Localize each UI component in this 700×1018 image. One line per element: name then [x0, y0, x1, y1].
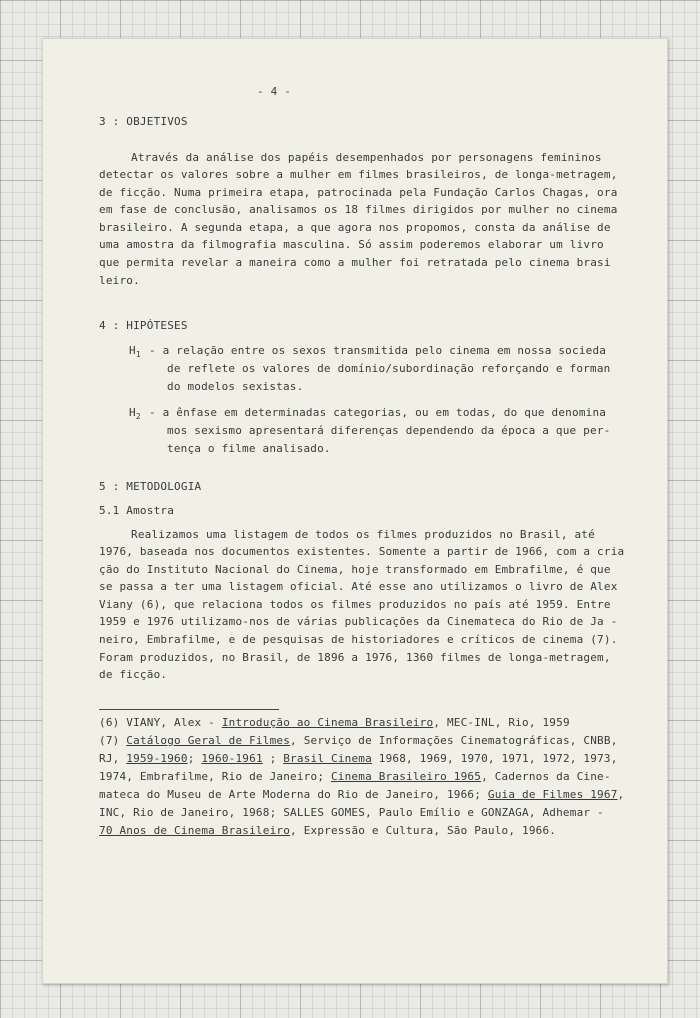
hypothesis-line: tença o filme analisado. [167, 442, 331, 455]
footnote-7-line: RJ, 1959-1960; 1960-1961 ; Brasil Cinema 1968, 1969, 1970, 1971, 1972, 1973, [99, 752, 618, 765]
document-page [42, 38, 668, 984]
footnote-6: (6) VIANY, Alex - Introdução ao Cinema Brasileiro, MEC-INL, Rio, 1959 [99, 716, 570, 729]
subsection-heading-amostra [99, 504, 174, 517]
hypothesis-line: - a relação entre os sexos transmitida pelo cinema em nossa socieda [149, 344, 607, 357]
paragraph-line: em fase de conclusão, analisamos os 18 filmes dirigidos por mulher no cinema [99, 203, 618, 216]
hypothesis-line: - a ênfase em determinadas categorias, ou em todas, do que denomina [149, 406, 607, 419]
paragraph-line: Através da análise dos papéis desempenhados por personagens femininos [131, 151, 602, 164]
footnote-7-line: (7) Catálogo Geral de Filmes, Serviço de Informações Cinematográficas, CNBB, [99, 734, 618, 747]
paragraph-line: Realizamos uma listagem de todos os filmes produzidos no Brasil, até [131, 528, 595, 541]
footnote-7-line: 70 Anos de Cinema Brasileiro, Expressão e Cultura, São Paulo, 1966. [99, 824, 557, 837]
hypothesis-line: de reflete os valores de domínio/subordinação reforçando e forman [167, 362, 611, 375]
section-heading-objetivos: 3 : OBJETIVOS [99, 115, 188, 128]
paragraph-line: Viany (6), que relaciona todos os filmes produzidos no país até 1959. Entre [99, 598, 611, 611]
hypothesis-line: mos sexismo apresentará diferenças dependendo da época a que per- [167, 424, 611, 437]
section-heading-metodologia: 5 : METODOLOGIA [99, 480, 202, 493]
paragraph-line: Foram produzidos, no Brasil, de 1896 a 1976, 1360 filmes de longa-metragem, [99, 651, 611, 664]
paragraph-line: neiro, Embrafilme, e de pesquisas de historiadores e críticos de cinema (7). [99, 633, 618, 646]
subsection-label: 5.1 Amostra [99, 504, 175, 517]
paragraph-line: de ficção. [99, 668, 168, 681]
paragraph-line: detectar os valores sobre a mulher em filmes brasileiros, de longa-metragem, [99, 168, 618, 181]
paragraph-line: de ficção. Numa primeira etapa, patrocinada pela Fundação Carlos Chagas, ora [99, 186, 618, 199]
footnote-7-line: mateca do Museu de Arte Moderna do Rio de Janeiro, 1966; Guia de Filmes 1967, [99, 788, 625, 801]
paragraph-line: uma amostra da filmografia masculina. Só assim poderemos elaborar um livro [99, 238, 604, 251]
paragraph-line: leiro. [99, 274, 140, 287]
paragraph-line: que permita revelar a maneira como a mulher foi retratada pelo cinema brasi [99, 256, 611, 269]
paragraph-line: brasileiro. A segunda etapa, a que agora nos propomos, consta da análise de [99, 221, 611, 234]
footnote-divider [99, 709, 279, 710]
footnote-7-line: INC, Rio de Janeiro, 1968; SALLES GOMES, Paulo Emílio e GONZAGA, Adhemar - [99, 806, 604, 819]
footnote-7-line: 1974, Embrafilme, Rio de Janeiro; Cinema Brasileiro 1965, Cadernos da Cine- [99, 770, 611, 783]
paragraph-line: 1959 e 1976 utilizamo-nos de várias publicações da Cinemateca do Rio de Ja - [99, 615, 618, 628]
hypothesis-line: do modelos sexistas. [167, 380, 304, 393]
page-number: - 4 - [257, 85, 292, 98]
hypothesis-label-h2: $H_2$ [129, 406, 141, 421]
paragraph-line: ção do Instituto Nacional do Cinema, hoje transformado em Embrafilme, é que [99, 563, 611, 576]
paragraph-line: 1976, baseada nos documentos existentes. Somente a partir de 1966, com a cria [99, 545, 625, 558]
paragraph-line: se passa a ter uma listagem oficial. Até esse ano utilizamos o livro de Alex [99, 580, 618, 593]
section-heading-hipoteses: 4 : HIPÓTESES [99, 319, 188, 332]
hypothesis-label-h1: $H_1$ [129, 344, 141, 359]
